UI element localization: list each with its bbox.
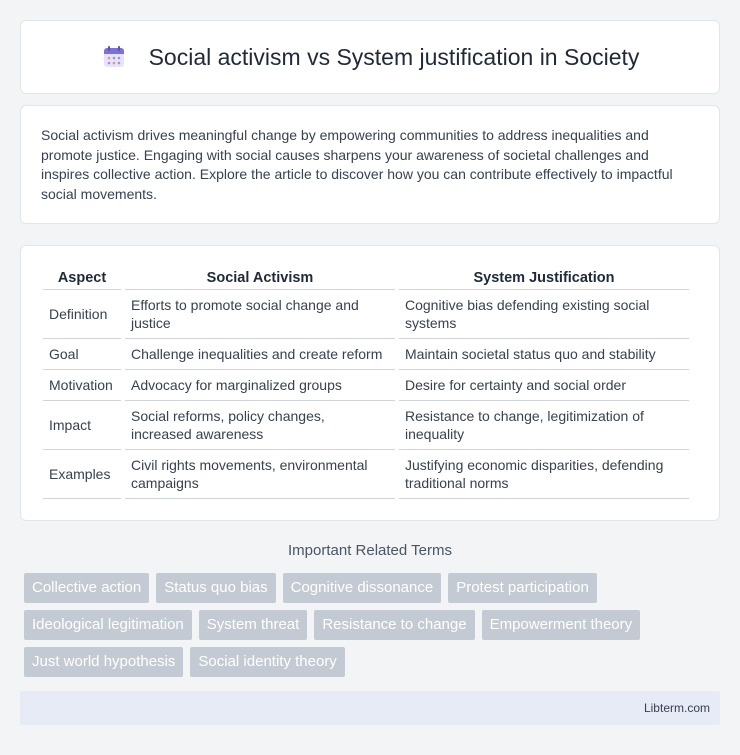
related-terms-heading: Important Related Terms bbox=[288, 542, 452, 559]
tag-cognitive-dissonance[interactable]: Cognitive dissonance bbox=[283, 573, 442, 603]
cell-aspect: Motivation bbox=[43, 370, 121, 401]
table-row bbox=[43, 290, 689, 339]
footer-brand[interactable]: Libterm.com bbox=[643, 701, 710, 715]
footer bbox=[20, 691, 720, 725]
title-card bbox=[20, 20, 720, 94]
header-system-justification: System Justification bbox=[399, 266, 689, 290]
cell-activism: Advocacy for marginalized groups bbox=[125, 370, 395, 401]
cell-activism: Social reforms, policy changes, increased awareness bbox=[125, 401, 395, 450]
tag-status-quo-bias[interactable]: Status quo bias bbox=[156, 573, 275, 603]
cell-justification: Justifying economic disparities, defending traditional norms bbox=[399, 450, 689, 499]
tag-resistance-to-change[interactable]: Resistance to change bbox=[314, 610, 474, 640]
cell-aspect: Definition bbox=[43, 290, 121, 339]
comparison-table bbox=[39, 266, 693, 499]
cell-justification: Desire for certainty and social order bbox=[399, 370, 689, 401]
cell-aspect: Goal bbox=[43, 339, 121, 370]
table-row bbox=[43, 450, 689, 499]
cell-activism: Challenge inequalities and create reform bbox=[125, 339, 395, 370]
cell-justification: Resistance to change, legitimization of inequality bbox=[399, 401, 689, 450]
table-row bbox=[43, 370, 689, 401]
tag-ideological-legitimation[interactable]: Ideological legitimation bbox=[24, 610, 192, 640]
header-social-activism: Social Activism bbox=[125, 266, 395, 290]
cell-justification: Maintain societal status quo and stability bbox=[399, 339, 689, 370]
tag-collective-action[interactable]: Collective action bbox=[24, 573, 149, 603]
table-row bbox=[43, 401, 689, 450]
cell-justification: Cognitive bias defending existing social systems bbox=[399, 290, 689, 339]
tag-empowerment-theory[interactable]: Empowerment theory bbox=[482, 610, 641, 640]
tag-system-threat[interactable]: System threat bbox=[199, 610, 308, 640]
cell-aspect: Examples bbox=[43, 450, 121, 499]
related-terms-list bbox=[24, 573, 714, 677]
intro-text: Social activism drives meaningful change by empowering communities to address inequalities and promote justice. Engaging with social causes sharpens your awareness of societal challenges and inspires collective action. Explore the article to discover how you can contribute effectively to impactful social movements. bbox=[41, 127, 673, 202]
cell-aspect: Impact bbox=[43, 401, 121, 450]
cell-activism: Civil rights movements, environmental campaigns bbox=[125, 450, 395, 499]
header-aspect: Aspect bbox=[43, 266, 121, 290]
cell-activism: Efforts to promote social change and justice bbox=[125, 290, 395, 339]
intro-card bbox=[20, 105, 720, 224]
page-title: Social activism vs System justification in Society bbox=[148, 43, 640, 70]
table-row bbox=[43, 339, 689, 370]
calendar-icon bbox=[101, 44, 127, 70]
tag-just-world-hypothesis[interactable]: Just world hypothesis bbox=[24, 647, 183, 677]
tag-protest-participation[interactable]: Protest participation bbox=[448, 573, 597, 603]
comparison-card bbox=[20, 245, 720, 521]
tag-social-identity-theory[interactable]: Social identity theory bbox=[190, 647, 344, 677]
